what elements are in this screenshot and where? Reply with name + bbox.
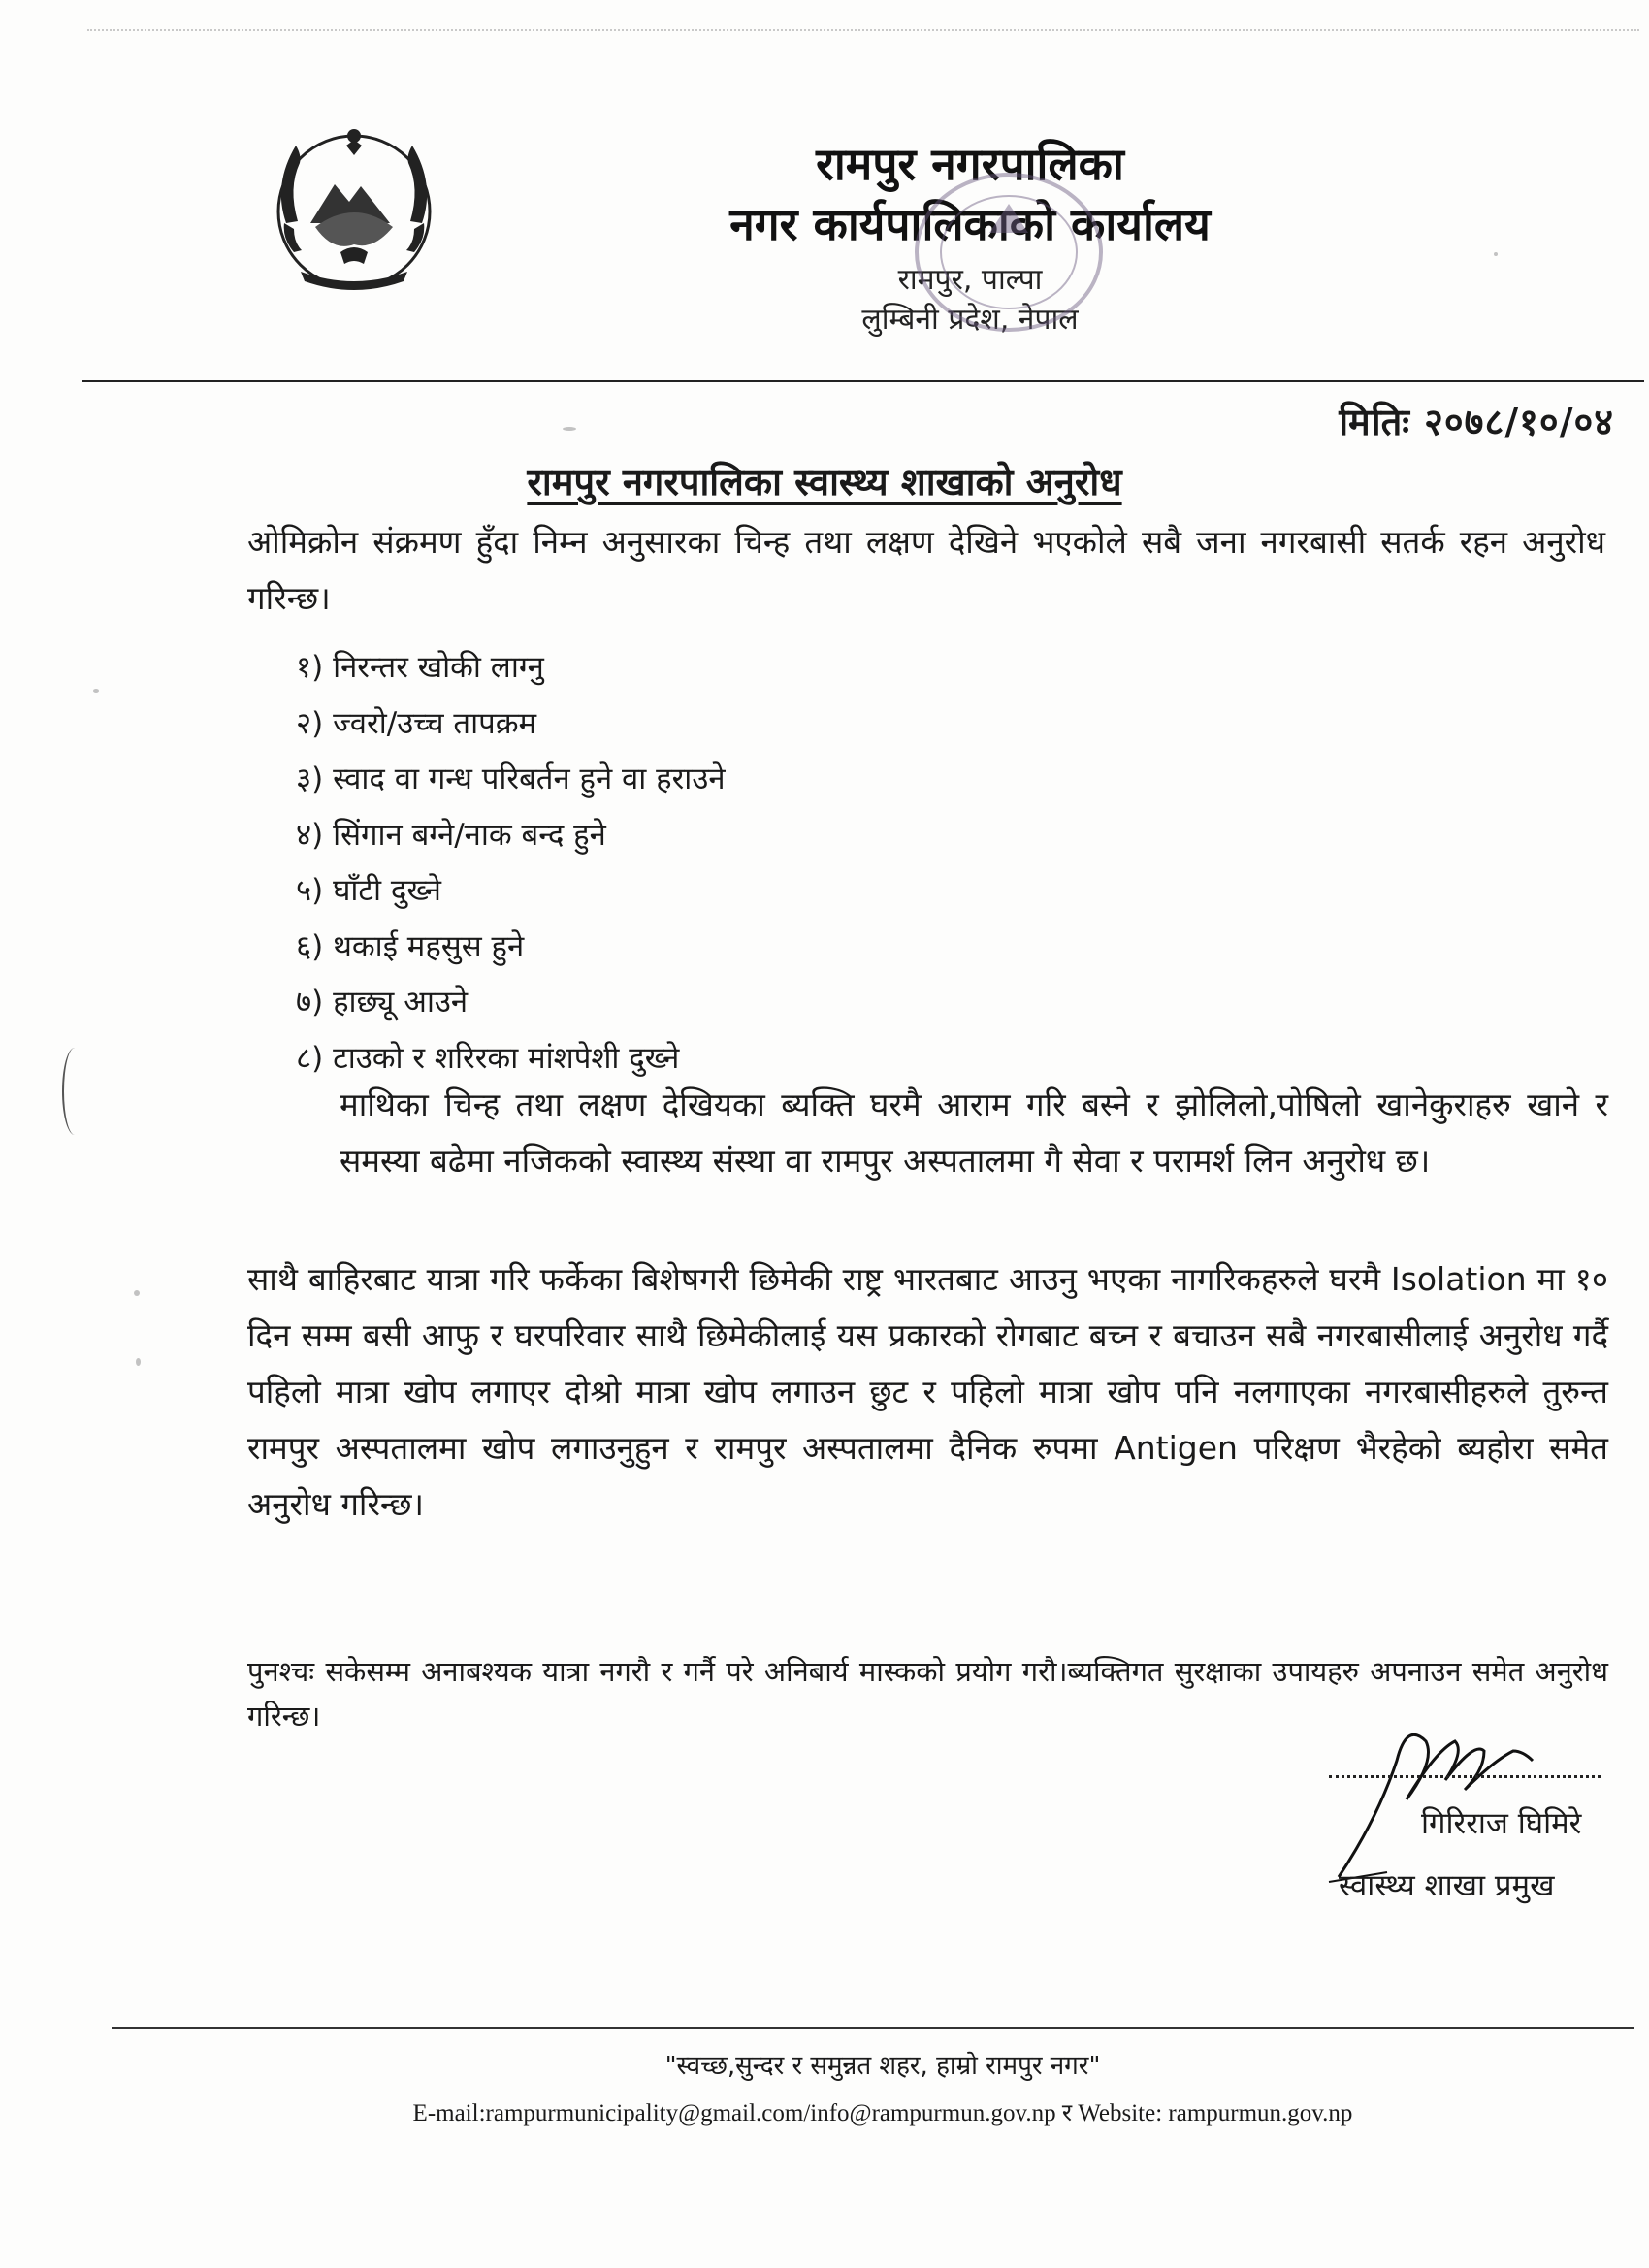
postscript-paragraph: पुनश्चः सकेसम्म अनाबश्यक यात्रा नगरौ र गर्नै परे अनिबार्य मास्कको प्रयोग गरौ।ब्यक्तिगत सुरक्षाका उपायहरु अपनाउन समेत अनुरोध गरिन्छ। xyxy=(247,1655,1608,1733)
scan-speck xyxy=(1494,252,1498,256)
symptom-item: ४) सिंगान बग्ने/नाक बन्द हुने xyxy=(296,817,606,853)
scan-margin-mark xyxy=(62,1048,87,1135)
travel-notice-paragraph: साथै बाहिरबाट यात्रा गरि फर्केका बिशेषगरी छिमेकी राष्ट्र भारतबाट आउनु भएका नागरिकहरुले घरमै Isolation मा १० दिन सम्म बसी आफु र घरपरिवार साथै छिमेकीलाई यस प्रकारको रोगबाट बच्न र बचाउन सबै नगरबासीलाई अनुरोध गर्दै पहिलो मात्रा खोप लगाएर दोश्रो मात्रा खोप लगाउन छुट र पहिलो मात्रा खोप पनि नलगाएका नगरबासीहरुले तुरुन्त रामपुर अस्पतालमा खोप लगाउनुहुन र रामपुर अस्पतालमा दैनिक रुपमा Antigen परिक्षण भैरहेको ब्यहोरा समेत अनुरोध गरिन्छ। xyxy=(247,1260,1608,1523)
scan-speck xyxy=(93,689,99,693)
document-title: रामपुर नगरपालिका स्वास्थ्य शाखाको अनुरोध xyxy=(527,461,1122,503)
symptom-item: १) निरन्तर खोकी लाग्नु xyxy=(296,650,544,685)
office-province: लुम्बिनी प्रदेश, नेपाल xyxy=(861,303,1079,337)
top-scan-border xyxy=(87,29,1639,31)
signer-name: गिरिराज घिमिरे xyxy=(1421,1806,1582,1841)
symptom-item: ५) घाँटी दुख्ने xyxy=(296,873,441,908)
signature-line xyxy=(1329,1775,1600,1778)
intro-paragraph: ओमिक्रोन संक्रमण हुँदा निम्न अनुसारका चिन्ह तथा लक्षण देखिने भएकोले सबै जना नगरबासी सतर्क रहन अनुरोध गरिन्छ। xyxy=(247,523,1605,617)
office-name: रामपुर नगरपालिका xyxy=(816,138,1124,190)
symptom-item: ७) हाछ्यू आउने xyxy=(296,985,469,1020)
letter-date: मितिः २०७८/१०/०४ xyxy=(1339,401,1614,443)
signer-title: स्वास्थ्य शाखा प्रमुख xyxy=(1339,1868,1555,1903)
office-subtitle: नगर कार्यपालिकाको कार्यालय xyxy=(729,198,1211,250)
advice-paragraph: माथिका चिन्ह तथा लक्षण देखियका ब्यक्ति घरमै आराम गरि बस्ने र झोलिलो,पोषिलो खानेकुराहरु खाने र समस्या बढेमा नजिकको स्वास्थ्य संस्था वा रामपुर अस्पतालमा गै सेवा र परामर्श लिन अनुरोध छ। xyxy=(340,1085,1608,1180)
symptom-list xyxy=(296,640,726,1086)
symptom-item: ३) स्वाद वा गन्ध परिबर्तन हुने वा हराउने xyxy=(296,761,726,796)
nepal-emblem-icon xyxy=(257,107,451,301)
symptom-item: २) ज्वरो/उच्च तापक्रम xyxy=(296,705,537,741)
footer-divider xyxy=(112,2027,1634,2029)
symptom-item: ६) थकाई महसुस हुने xyxy=(296,928,525,964)
header-divider xyxy=(82,380,1644,382)
office-city: रामपुर, पाल्पा xyxy=(897,263,1043,297)
footer-slogan: "स्वच्छ,सुन्दर र समुन्नत शहर, हाम्रो रामपुर नगर" xyxy=(664,2052,1101,2081)
scan-speck xyxy=(563,427,576,431)
office-stamp-icon xyxy=(902,155,1116,349)
symptom-item: ८) टाउको र शरिरका मांशपेशी दुख्ने xyxy=(296,1040,680,1076)
scan-speck xyxy=(134,1290,140,1296)
footer-contact: E-mail:rampurmunicipality@gmail.com/info@rampurmun.gov.np र Website: rampurmun.gov.np xyxy=(412,2100,1353,2126)
scan-speck xyxy=(136,1358,141,1366)
